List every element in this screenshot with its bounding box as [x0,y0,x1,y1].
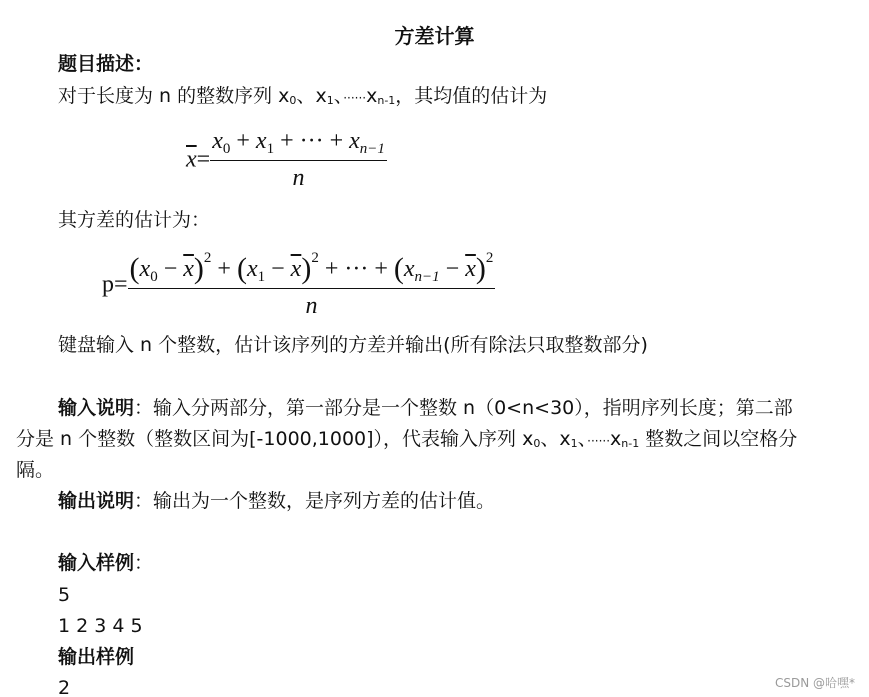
mean-formula: $\overline{x}=$ $\frac{x_0 + x_1 + \cdot\cdot\cdot + x_{n-1}}{n}$ [186,128,385,192]
mean-numerator: $x_0 + x_1$ + ··· + $x_{n-1}$ [212,128,385,157]
variance-intro: 其方差的估计为： [58,209,211,231]
task-line: 键盘输入 n 个整数，估计该序列的方差并输出(所有除法只取整数部分) [58,334,648,356]
output-spec [58,488,495,514]
intro-text-after: ，其均值的估计为 [395,85,548,107]
input-spec-line2: 分是 n 个整数（整数区间为[-1000,1000]），代表输入序列 x0、x1、······xn-1 整数之间以空格分 [16,428,798,450]
input-spec-text: ：输入分两部分，第一部分是一个整数 n（0<n<30），指明序列长度；第二部 [134,397,793,419]
input-sample-line1: 5 [58,584,71,606]
output-sample-label: 输出样例 [58,646,135,668]
variance-formula [102,250,495,320]
output-sample-value: 2 [58,677,71,697]
intro-line: 对于长度为 n 的整数序列 x0、x1、······xn-1，其均值的估计为 [58,85,548,107]
mean-denominator: n [292,165,305,192]
intro-text-before: 对于长度为 n 的整数序列 [58,85,279,107]
seq-x0: x0 [278,85,297,107]
description-heading: 题目描述： [58,53,154,75]
input-spec-line3: 隔。 [16,459,55,481]
variance-numerator: $(x_0 - \overline{x})^2 + (x_1 - \overline{x})^2$ + ··· + $(x_{n-1} - \overline{x})^2$ [129,250,494,285]
output-spec-text: ：输出为一个整数，是序列方差的估计值。 [134,490,496,512]
variance-fraction [128,250,496,320]
input-sample-label: 输入样例 [58,552,135,574]
seq-x1: x1 [559,428,578,450]
input-sample-line2: 1 2 3 4 5 [58,615,143,637]
input-spec-line1 [58,395,793,421]
watermark: CSDN @哈嘿* [774,676,855,690]
page-title: 方差计算 [394,24,475,48]
seq-x0: x0 [522,428,541,450]
mean-lhs: $\overline{x}$ [186,146,197,173]
variance-lhs: p= [102,271,128,298]
seq-x1: x1 [315,85,334,107]
seq-xn: xn-1 [610,428,640,450]
input-sample-heading: 输入样例： [58,552,154,574]
output-spec-label: 输出说明 [58,490,135,512]
variance-denominator: n [305,293,318,320]
seq-xn: xn-1 [366,85,396,107]
input-spec-label: 输入说明 [58,397,135,419]
mean-fraction [210,128,387,192]
